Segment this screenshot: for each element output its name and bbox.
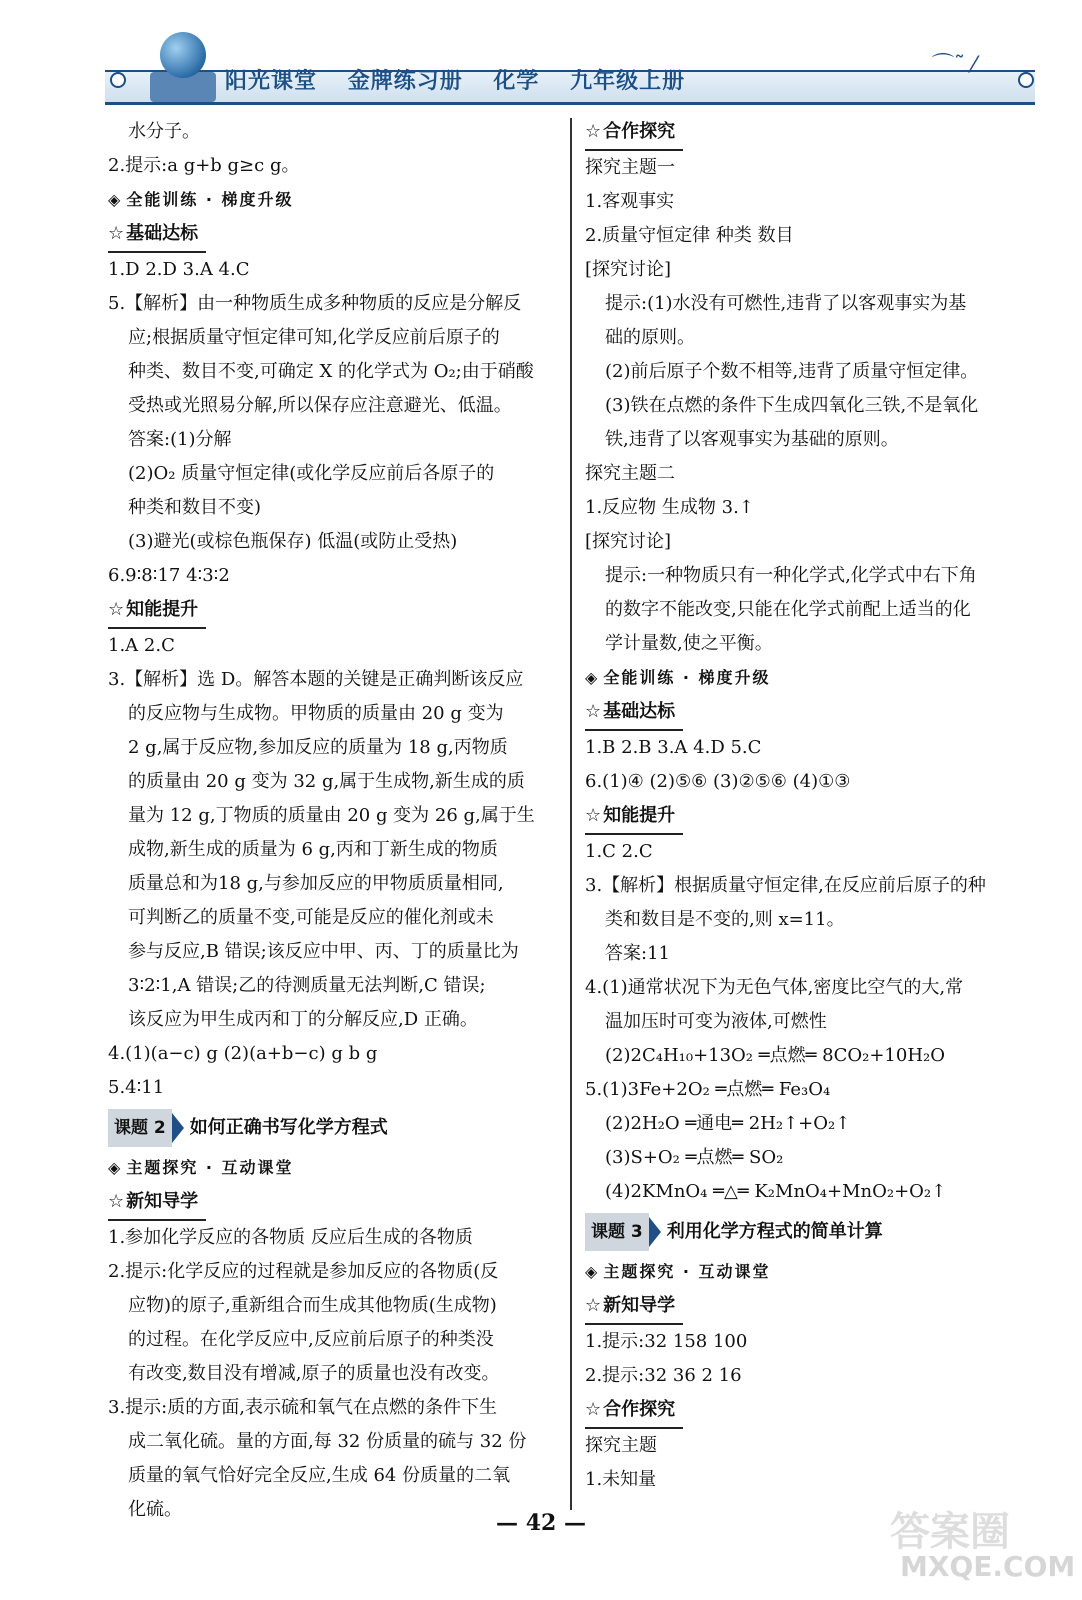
book-name: 金牌练习册 — [347, 69, 463, 94]
lesson-title: 利用化学方程式的简单计算 — [666, 1221, 883, 1242]
answer-continuation: 参与反应,B 错误;该反应中甲、丙、丁的质量比为 — [128, 941, 519, 962]
subsection-heading — [108, 1185, 563, 1221]
page-number: — 42 — — [496, 1510, 586, 1536]
lesson-heading — [108, 1113, 388, 1143]
answer-continuation: 的质量由 20 g 变为 32 g,属于生成物,新生成的质 — [128, 771, 525, 792]
star-icon: ☆ — [585, 1399, 602, 1420]
subsection-label — [585, 695, 683, 731]
answer-continuation: (2)2H₂O ═通电═ 2H₂↑+O₂↑ — [605, 1113, 851, 1134]
star-icon: ☆ — [585, 701, 602, 722]
subject-name: 化学 — [493, 69, 540, 94]
answer-line: 6.9∶8∶17 4∶3∶2 — [108, 565, 230, 586]
section-heading: ◈ 主题探究 · 互动课堂 — [585, 1255, 1045, 1289]
subsection-text: 新知导学 — [126, 1191, 199, 1212]
answer-continuation: (2)前后原子个数不相等,违背了质量守恒定律。 — [605, 361, 979, 382]
birds-icon: ⌒˜ ⁄ — [932, 53, 976, 78]
section-heading: ◈ 全能训练 · 梯度升级 — [585, 661, 1045, 695]
section-heading: ◈ 主题探究 · 互动课堂 — [108, 1151, 563, 1185]
series-name: 阳光课堂 — [225, 69, 318, 94]
answer-continuation: 础的原则。 — [605, 327, 695, 348]
answer-line: 1.提示:32 158 100 — [585, 1331, 748, 1352]
answer-line: 1.D 2.D 3.A 4.C — [108, 259, 250, 280]
header-title — [225, 64, 707, 95]
answer-line: 1.参加化学反应的各物质 反应后生成的各物质 — [108, 1227, 473, 1248]
right-column — [585, 115, 1045, 1497]
answer-line: 5.(1)3Fe+2O₂ ═点燃═ Fe₃O₄ — [585, 1079, 831, 1100]
answer-line: 1.反应物 生成物 3.↑ — [585, 497, 754, 518]
answer-continuation: 有改变,数目没有增减,原子的质量也没有改变。 — [128, 1363, 500, 1384]
answer-line: 5.【解析】由一种物质生成多种物质的反应是分解反 — [108, 293, 522, 314]
answer-continuation: (3)S+O₂ ═点燃═ SO₂ — [605, 1147, 784, 1168]
answer-continuation: 的数字不能改变,只能在化学式前配上适当的化 — [605, 599, 971, 620]
answer-line: 1.B 2.B 3.A 4.D 5.C — [585, 737, 762, 758]
subsection-heading — [585, 799, 1045, 835]
star-icon: ☆ — [108, 1191, 125, 1212]
answer-line: 1.C 2.C — [585, 841, 653, 862]
answer-continuation: 温加压时可变为液体,可燃性 — [605, 1011, 827, 1032]
lesson-tag: 课题 2 — [108, 1109, 172, 1147]
answer-continuation: 3∶2∶1,A 错误;乙的待测质量无法判断,C 错误; — [128, 975, 486, 996]
answer-continuation: 学计量数,使之平衡。 — [605, 633, 773, 654]
subsection-label — [585, 1393, 683, 1429]
lesson-heading — [585, 1217, 883, 1247]
answer-line: 2.提示:a g+b g≥c g。 — [108, 155, 300, 176]
answer-continuation: 成物,新生成的质量为 6 g,丙和丁新生成的物质 — [128, 839, 498, 860]
answer-continuation: 提示:(1)水没有可燃性,违背了以客观事实为基 — [605, 293, 967, 314]
answer-line: 3.提示:质的方面,表示硫和氧气在点燃的条件下生 — [108, 1397, 497, 1418]
subsection-label — [585, 799, 683, 835]
subsection-heading — [108, 217, 563, 253]
answer-continuation: 答案:(1)分解 — [128, 429, 232, 450]
answer-continuation: 化硫。 — [128, 1499, 182, 1520]
subsection-label — [108, 1185, 206, 1221]
answer-line: 4.(1)(a−c) g (2)(a+b−c) g b g — [108, 1043, 378, 1064]
watermark-url: MXQE.COM — [900, 1550, 1076, 1583]
subsection-text: 知能提升 — [126, 599, 199, 620]
lesson-title: 如何正确书写化学方程式 — [189, 1117, 388, 1138]
subsection-heading — [585, 1393, 1045, 1429]
subsection-label — [108, 217, 206, 253]
answer-continuation: 种类和数目不变) — [128, 497, 262, 518]
answer-line: [探究讨论] — [585, 259, 672, 280]
answer-line: 6.(1)④ (2)⑤⑥ (3)②⑤⑥ (4)①③ — [585, 771, 851, 792]
left-column — [108, 115, 563, 1527]
answer-continuation: 可判断乙的质量不变,可能是反应的催化剂或未 — [128, 907, 494, 928]
answer-line: 5.4∶11 — [108, 1077, 165, 1098]
answer-continuation: 应;根据质量守恒定律可知,化学反应前后原子的 — [128, 327, 500, 348]
answer-continuation: 应物)的原子,重新组合而生成其他物质(生成物) — [128, 1295, 497, 1316]
answer-line: 3.【解析】根据质量守恒定律,在反应前后原子的种 — [585, 875, 986, 896]
answer-continuation: (3)铁在点燃的条件下生成四氧化三铁,不是氧化 — [605, 395, 979, 416]
star-icon: ☆ — [108, 599, 125, 620]
answer-line: 探究主题二 — [585, 463, 675, 484]
star-icon: ☆ — [585, 805, 602, 826]
answer-line: [探究讨论] — [585, 531, 672, 552]
header-knot-right — [1018, 72, 1034, 88]
answer-line: 2.提示:32 36 2 16 — [585, 1365, 742, 1386]
grade-name: 九年级上册 — [570, 69, 686, 94]
answer-line: 2.质量守恒定律 种类 数目 — [585, 225, 794, 246]
subsection-text: 合作探究 — [603, 1399, 676, 1420]
answer-continuation: 2 g,属于反应物,参加反应的质量为 18 g,丙物质 — [128, 737, 508, 758]
answer-continuation: (2)O₂ 质量守恒定律(或化学反应前后各原子的 — [128, 463, 495, 484]
subsection-text: 知能提升 — [603, 805, 676, 826]
subsection-label — [585, 1289, 683, 1325]
header-knot-left — [110, 72, 126, 88]
column-divider — [570, 118, 572, 1510]
page-header — [0, 0, 1082, 118]
answer-continuation: 种类、数目不变,可确定 X 的化学式为 O₂;由于硝酸 — [128, 361, 534, 382]
answer-continuation: 质量的氧气恰好完全反应,生成 64 份质量的二氧 — [128, 1465, 511, 1486]
globe-icon — [160, 32, 206, 78]
answer-line: 1.未知量 — [585, 1469, 657, 1490]
answer-continuation: 该反应为甲生成丙和丁的分解反应,D 正确。 — [128, 1009, 478, 1030]
answer-continuation: 铁,违背了以客观事实为基础的原则。 — [605, 429, 899, 450]
subsection-label — [108, 593, 206, 629]
answer-line: 2.提示:化学反应的过程就是参加反应的各物质(反 — [108, 1261, 499, 1282]
answer-continuation: 的过程。在化学反应中,反应前后原子的种类没 — [128, 1329, 494, 1350]
arrow-icon — [172, 1113, 184, 1143]
answer-line: 3.【解析】选 D。解答本题的关键是正确判断该反应 — [108, 669, 524, 690]
answer-continuation: 成二氧化硫。量的方面,每 32 份质量的硫与 32 份 — [128, 1431, 527, 1452]
answer-continuation: 质量总和为18 g,与参加反应的甲物质质量相同, — [128, 873, 504, 894]
subsection-text: 合作探究 — [603, 121, 676, 142]
answer-continuation: 提示:一种物质只有一种化学式,化学式中右下角 — [605, 565, 977, 586]
answer-continuation: (2)2C₄H₁₀+13O₂ ═点燃═ 8CO₂+10H₂O — [605, 1045, 945, 1066]
answer-line: 探究主题 — [585, 1435, 657, 1456]
answer-line: 1.A 2.C — [108, 635, 175, 656]
answer-continuation: (4)2KMnO₄ ═△═ K₂MnO₄+MnO₂+O₂↑ — [605, 1181, 947, 1202]
answer-continuation: 答案:11 — [605, 943, 670, 964]
answer-continuation: (3)避光(或棕色瓶保存) 低温(或防止受热) — [128, 531, 458, 552]
subsection-text: 基础达标 — [603, 701, 676, 722]
subsection-heading — [108, 593, 563, 629]
answer-continuation: 的反应物与生成物。甲物质的质量由 20 g 变为 — [128, 703, 504, 724]
answer-line: 4.(1)通常状况下为无色气体,密度比空气的大,常 — [585, 977, 964, 998]
subsection-text: 基础达标 — [126, 223, 199, 244]
answer-line: 1.客观事实 — [585, 191, 675, 212]
answer-continuation: 受热或光照易分解,所以保存应注意避光、低温。 — [128, 395, 512, 416]
section-heading: ◈ 全能训练 · 梯度升级 — [108, 183, 563, 217]
lesson-tag: 课题 3 — [585, 1213, 649, 1251]
star-icon: ☆ — [585, 1295, 602, 1316]
star-icon: ☆ — [585, 121, 602, 142]
answer-continuation: 水分子。 — [128, 121, 200, 142]
answer-continuation: 类和数目是不变的,则 x=11。 — [605, 909, 845, 930]
watermark-logo: 答案圈 — [890, 1509, 1010, 1555]
subsection-heading — [585, 1289, 1045, 1325]
subsection-label — [585, 115, 683, 151]
answer-continuation: 量为 12 g,丁物质的质量由 20 g 变为 26 g,属于生 — [128, 805, 535, 826]
subsection-heading — [585, 695, 1045, 731]
answer-line: 探究主题一 — [585, 157, 675, 178]
subsection-heading — [585, 115, 1045, 151]
arrow-icon — [649, 1217, 661, 1247]
subsection-text: 新知导学 — [603, 1295, 676, 1316]
star-icon: ☆ — [108, 223, 125, 244]
